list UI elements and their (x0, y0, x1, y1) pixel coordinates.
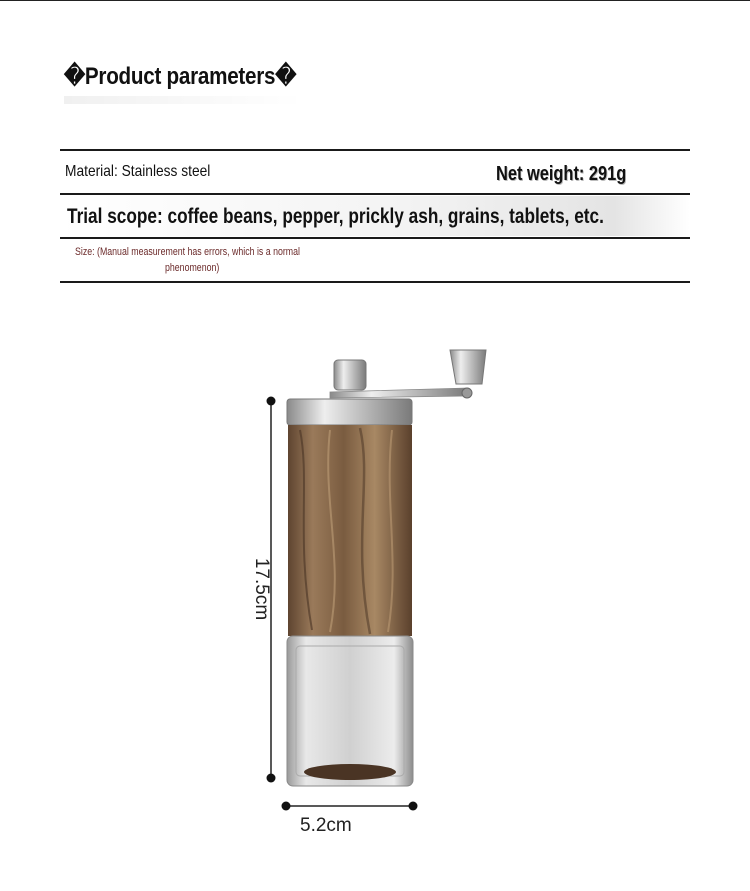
table-rule-2 (60, 237, 690, 239)
width-dimension-label: 5.2cm (300, 815, 352, 836)
size-note-line2: phenomenon) (165, 262, 220, 274)
table-rule-top (60, 149, 690, 151)
material-text: Material: Stainless steel (65, 163, 211, 180)
title-shadow (64, 96, 304, 104)
trial-scope-text: Trial scope: coffee beans, pepper, prickly ash, grains, tablets, etc. (67, 205, 604, 228)
table-rule-bottom (60, 281, 690, 283)
section-title: �Product parameters� (64, 63, 297, 90)
height-dimension-label: 17.5cm (251, 557, 273, 621)
size-note-line1: Size: (Manual measurement has errors, which is a normal (75, 246, 300, 258)
top-border (0, 0, 750, 1)
table-rule-1 (60, 193, 690, 195)
net-weight-text: Net weight: 291g (496, 163, 627, 185)
